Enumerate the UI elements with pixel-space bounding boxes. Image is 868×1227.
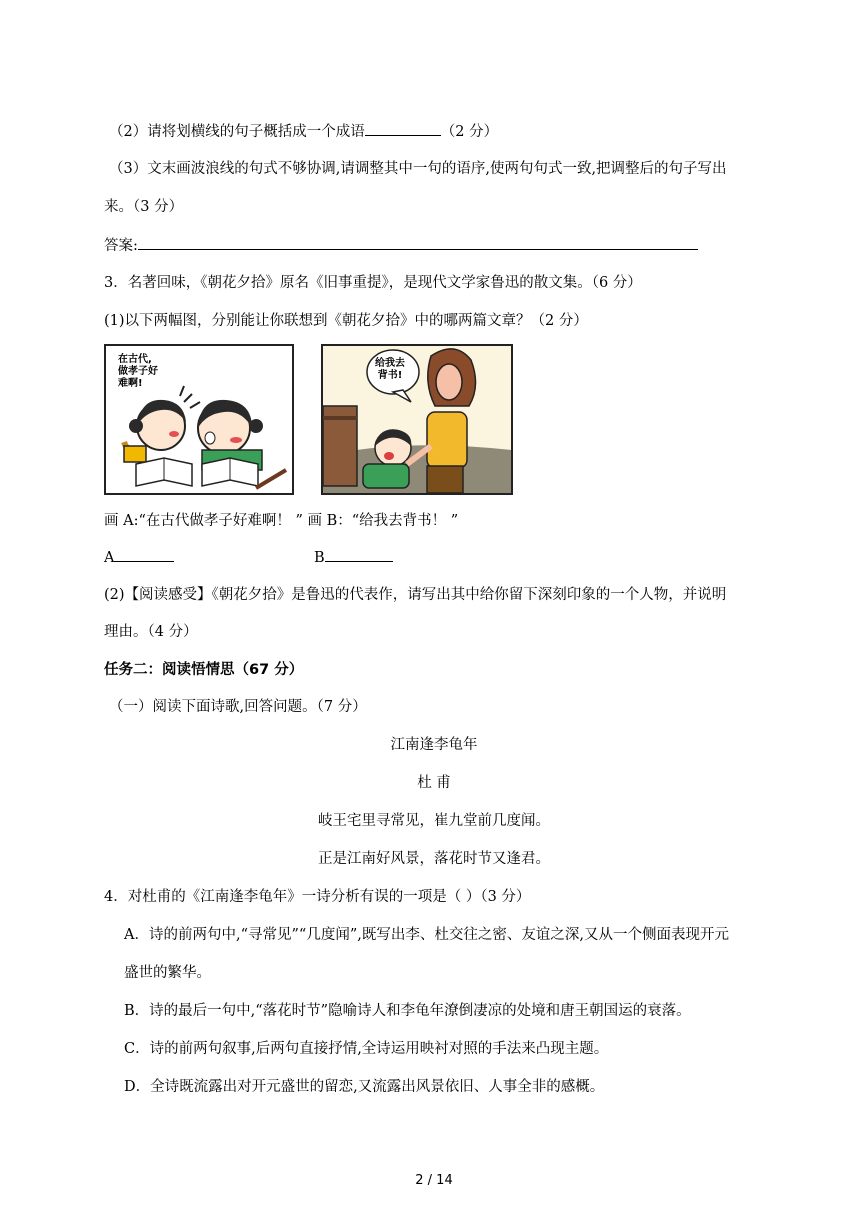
task-2-heading: 任务二：阅读悟情思（67 分） xyxy=(104,662,304,678)
answer-blank xyxy=(138,235,698,250)
answer-blank xyxy=(325,547,393,562)
question-2-3-line2: 来。（3 分） xyxy=(104,199,184,215)
comic-panel-a xyxy=(104,344,294,495)
answer-blank xyxy=(114,547,174,562)
option-b: B．诗的最后一句中,“落花时节”隐喻诗人和李龟年潦倒凄凉的处境和唐王朝国运的衰落。 xyxy=(124,1003,691,1019)
answer-blank xyxy=(365,121,441,136)
question-3-2-line2: 理由。（4 分） xyxy=(104,624,198,640)
comic-illustration-b xyxy=(323,346,511,493)
poem-author: 杜 甫 xyxy=(417,775,451,791)
page-number: 2 / 14 xyxy=(415,1173,453,1188)
blank-a: A xyxy=(104,547,174,568)
poem-line-1: 岐王宅里寻常见，崔九堂前几度闻。 xyxy=(318,813,550,829)
question-2-2: （2）请将划横线的句子概括成一个成语 （2 分） xyxy=(109,121,498,142)
poem-title: 江南逢李龟年 xyxy=(390,737,478,753)
option-a-line2: 盛世的繁华。 xyxy=(124,965,211,981)
option-a-line1: A．诗的前两句中,“寻常见”“几度闻”,既写出李、杜交往之密、友谊之深,又从一个侧面表现开元 xyxy=(124,927,729,943)
option-c: C．诗的前两句叙事,后两句直接抒情,全诗运用映衬对照的手法来凸现主题。 xyxy=(124,1041,609,1057)
comic-panel-b xyxy=(321,344,513,495)
question-3-2-line1: (2)【阅读感受】《朝花夕拾》是鲁迅的代表作，请写出其中给你留下深刻印象的一个人物，并说明 xyxy=(104,587,727,603)
question-2-3-line1: （3）文末画波浪线的句式不够协调,请调整其中一句的语序,使两句句式一致,把调整后的句子写出 xyxy=(109,161,727,177)
comic-caption: 画 A:“在古代做孝子好难啊！ ” 画 B：“给我去背书！ ” xyxy=(104,513,459,529)
poem-line-2: 正是江南好风景，落花时节又逢君。 xyxy=(318,851,550,867)
speech-bubble-b: 给我去 背书! xyxy=(375,358,405,381)
question-4-stem: 4．对杜甫的《江南逢李龟年》一诗分析有误的一项是（ ）（3 分） xyxy=(104,889,531,905)
blank-b: B xyxy=(314,547,393,568)
speech-bubble-a: 在古代, 做孝子好 难啊! xyxy=(118,354,158,389)
task-2-part-1: （一）阅读下面诗歌,回答问题。（7 分） xyxy=(109,699,367,715)
question-3-1: (1)以下两幅图，分别能让你联想到《朝花夕拾》中的哪两篇文章？（2 分） xyxy=(104,313,588,329)
question-3-title: 3．名著回味，《朝花夕拾》原名《旧事重提》，是现代文学家鲁迅的散文集。（6 分） xyxy=(104,275,642,291)
option-d: D．全诗既流露出对开元盛世的留恋,又流露出风景依旧、人事全非的感概。 xyxy=(124,1079,605,1095)
answer-line: 答案: xyxy=(104,235,698,256)
